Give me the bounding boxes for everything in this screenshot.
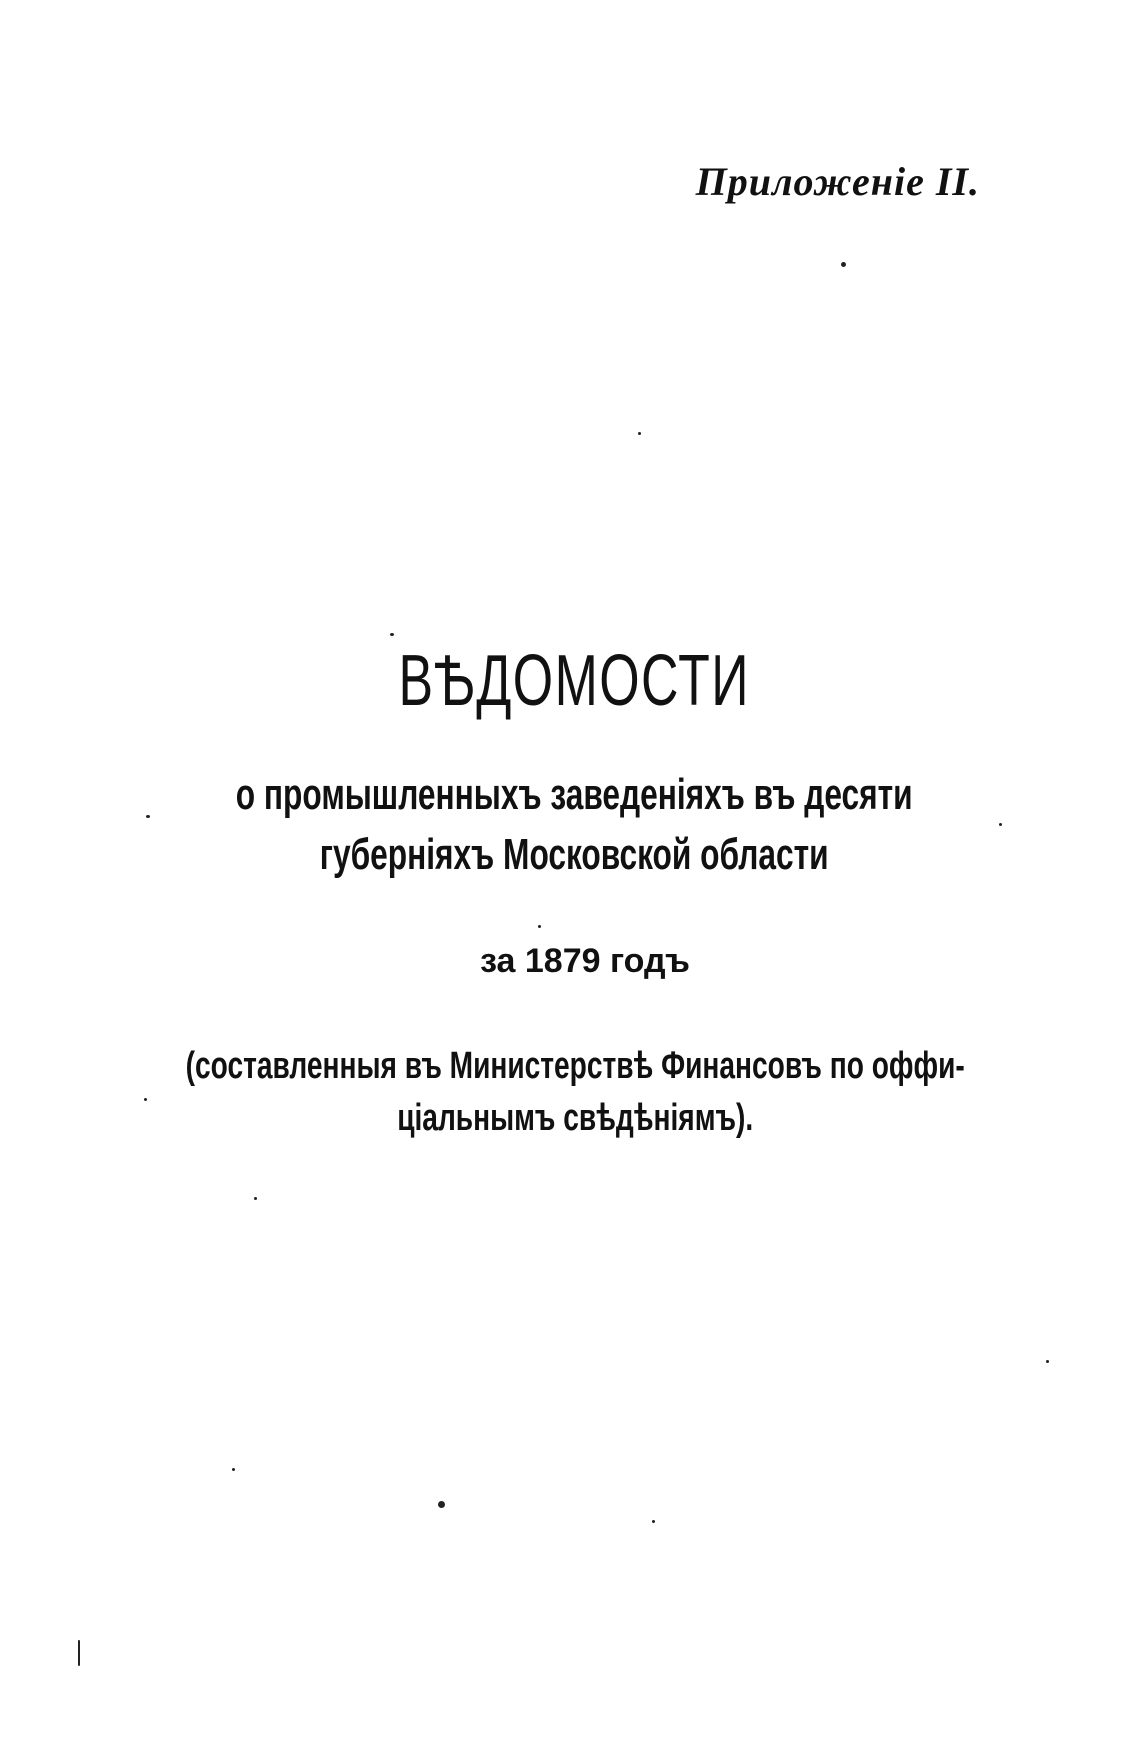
scan-speck xyxy=(1046,1360,1049,1363)
scan-speck xyxy=(652,1520,655,1523)
scan-speck xyxy=(390,633,394,636)
scan-speck xyxy=(438,1501,445,1508)
note-line-1: (составленныя въ Министерствѣ Финансовъ по оффи- xyxy=(185,1045,965,1087)
scan-speck xyxy=(232,1468,235,1471)
scan-speck xyxy=(146,815,150,818)
note-line-2: ціальнымъ свѣдѣніямъ). xyxy=(397,1097,754,1139)
scan-speck xyxy=(538,925,541,928)
scan-speck xyxy=(841,262,846,267)
scan-speck xyxy=(78,1640,80,1666)
scan-speck xyxy=(999,823,1002,826)
scan-speck xyxy=(254,1197,257,1200)
subtitle-line-1: о промышленныхъ заведеніяхъ въ десяти xyxy=(235,770,913,819)
document-title: ВѢДОМОСТИ xyxy=(398,641,750,721)
year-line: за 1879 годъ xyxy=(480,942,690,980)
subtitle-line-2: губерніяхъ Московской области xyxy=(319,830,829,879)
appendix-label: Приложеніе II. xyxy=(695,159,980,204)
scan-speck xyxy=(144,1098,147,1101)
scan-speck xyxy=(638,432,641,435)
